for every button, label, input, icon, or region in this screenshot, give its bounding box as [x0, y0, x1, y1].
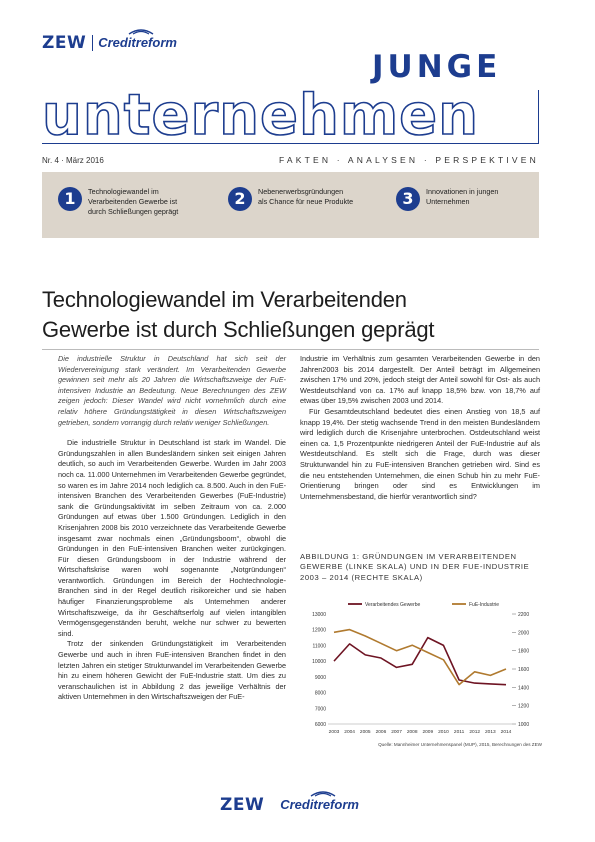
- teaser-number: 1: [58, 187, 82, 211]
- article-lead: Die industrielle Struktur in Deutschland hat sich seit der Wiedervereinigung stark verändert. Im Verarbeitenden Gewerbe gewinnen seit mehr als 20 Jahren die Wirtschaftszweige der FuE-intensiven Industrie an Bedeutung. Neue Berechnungen des ZEW zeigen jedoch: Dieser Wandel wird nicht vornehmlich durch eine relativ höhere Gründungstätigkeit in diesen Wirtschaftszweigen getrieben, sondern vorrangig durch relativ weniger Schließungen.: [58, 354, 286, 427]
- y-right-tick-label: 1400: [518, 685, 530, 692]
- x-tick-label: 2012: [469, 730, 481, 735]
- tagline: FAKTEN · ANALYSEN · PERSPEKTIVEN: [278, 155, 539, 165]
- article-headline: Technologiewandel im Verarbeitenden Gewerbe ist durch Schließungen geprägt: [42, 287, 435, 342]
- y-left-tick-label: 7000: [314, 706, 326, 713]
- article-column-2: [300, 354, 540, 502]
- y-left-tick-label: 10000: [312, 659, 326, 666]
- figure-title: ABBILDUNG 1: GRÜNDUNGEN IM VERARBEITENDEN GEWERBE (LINKE SKALA) UND IN DER FUE-INDUSTRIE 2003 – 2014 (RECHTE SKALA): [300, 552, 530, 582]
- footer-logos: [220, 795, 359, 815]
- x-tick-label: 2005: [359, 730, 371, 735]
- y-right-tick-label: 1200: [518, 703, 530, 710]
- teaser-text: Innovationen in jungen Unternehmen: [426, 187, 499, 206]
- teaser-3[interactable]: [396, 187, 498, 211]
- x-tick-label: 2013: [485, 730, 496, 735]
- legend-label: FuE-Industrie: [469, 602, 500, 608]
- x-tick-label: 2010: [438, 730, 449, 735]
- teaser-box: [42, 172, 539, 238]
- y-left-tick-label: 11000: [312, 643, 326, 650]
- footer-zew-logo: ZEW: [220, 795, 265, 815]
- paragraph: Trotz der sinkenden Gründungstätigkeit im Verarbeitenden Gewerbe und auch in ihren FuE-intensiven Branchen findet in den letzten Jahren ein stetiger Strukturwandel im Verarbeitenden Gewerbe hin zu einem höheren Gewicht der FuE-Industrie statt. Um dies zu veranschaulichen ist in Abbildung 2 das jeweilige Verhältnis der aktiven Unternehmen in den Wirtschaftszweigen der FuE-: [58, 639, 286, 702]
- figure-chart: [300, 594, 542, 740]
- title-junge: JUNGE: [372, 49, 502, 85]
- zew-logo: ZEW: [42, 33, 87, 53]
- y-left-tick-label: 12000: [312, 627, 326, 634]
- header-logos: [42, 33, 177, 53]
- teaser-number: 2: [228, 187, 252, 211]
- series-line-verarbeitendes-gewerbe: [334, 638, 506, 685]
- y-right-tick-label: 1000: [518, 722, 530, 728]
- teaser-text: Technologiewandel im Verarbeitenden Gewerbe ist durch Schließungen geprägt: [88, 187, 179, 216]
- figure-source: Quelle: Mannheimer Unternehmenspanel (MUP), 2015, Berechnungen des ZEW: [378, 742, 542, 747]
- teaser-text: Nebenerwerbsgründungen als Chance für neue Produkte: [258, 187, 354, 206]
- footer-creditreform-logo: Creditreform: [280, 795, 359, 815]
- headline-divider: [42, 349, 539, 350]
- x-tick-label: 2004: [344, 730, 355, 735]
- y-left-tick-label: 6000: [314, 722, 326, 728]
- legend-label: Verarbeitendes Gewerbe: [365, 602, 421, 608]
- article-column-1: [58, 354, 286, 703]
- creditreform-logo: Creditreform: [98, 33, 177, 53]
- logo-divider: [92, 35, 93, 51]
- y-left-tick-label: 9000: [314, 674, 326, 681]
- y-right-tick-label: 2200: [518, 612, 530, 618]
- teaser-1[interactable]: [58, 187, 178, 217]
- x-tick-label: 2011: [453, 730, 465, 735]
- paragraph: Für Gesamtdeutschland bedeutet dies einen Anstieg von 18,5 auf knapp 19,4%. Der stetig wachsende Trend in den meisten Bundesländern wird lediglich durch die Krisenjahre unterbrochen. Ostdeutschland weist einen ca. 1,5 Prozentpunkte niedrigeren Anteil der FuE-Industrie auf als Westdeutschland. Es stellt sich die Frage, durch was dieser Strukturwandel hin zu FuE-intensiven Branchen getrieben wird. Sind es die neu entstehenden Unternehmen, die einen Schub hin zu mehr FuE-Orientierung bringen oder sind es Entwicklungen im Unternehmensbestand, die hierfür verantwortlich sind?: [300, 406, 540, 501]
- teaser-2[interactable]: [228, 187, 353, 211]
- y-left-tick-label: 8000: [314, 690, 326, 697]
- x-tick-label: 2008: [406, 730, 418, 735]
- y-right-tick-label: 2000: [518, 630, 530, 637]
- series-line-fue-industrie: [334, 630, 506, 685]
- x-tick-label: 2014: [500, 730, 512, 735]
- paragraph: Industrie im Verhältnis zum gesamten Verarbeitenden Gewerbe in den Jahren2003 bis 2014 dargestellt. Der Anteil beträgt im Allgemeinen zwischen 17% und 20%, jedoch steigt der Anteil sowohl für Ost- als auch Westdeutschland von ca. 17% auf knapp 18,5% bzw. von 18,7% auf etwas über 19,5% zwischen 2003 und 2014.: [300, 354, 540, 406]
- teaser-number: 3: [396, 187, 420, 211]
- title-unternehmen: unternehmen: [42, 83, 480, 148]
- x-tick-label: 2006: [375, 730, 387, 735]
- paragraph: Die industrielle Struktur in Deutschland ist stark im Wandel. Die Gründungszahlen in allen Bundesländern sinken seit einigen Jahren deutlich, so auch im Verarbeitenden Gewerbe. Wurden im Jahr 2003 noch ca. 11.000 Unternehmen im Verarbeitenden Gewerbe gegründet, so waren es im Jahre 2014 noch lediglich ca. 8.500. Auch in den FuE-intensiven Branchen des Verarbeitenden Gewerbes (FuE-Industrie) sank die Gründungsaktivität im selben Zeitraum von ca. 2.000 Gründungen auf etwas über 1.500 Gründungen. Lediglich in den Krisenjahren 2008 bis 2010 verzeichnete das Verarbeitende Gewerbe insgesamt zwar nochmals einen „Gründungsboom“, obwohl die Gründungen in den FuE-intensiven Branchen weiter zurückgingen. Für diesen Gründungsboom in der Industrie während der Wirtschaftskrise waren wohl sogenannte „Notgründungen“ verantwortlich. Gründungen im Bereich der Hochtechnologie-Branchen sind in der Regel deutlich risikoreicher und sie haben häufiger Finanzierungsprobleme als Unternehmen anderer Wirtschaftszweige, da ihr Geschäftserfolg auf vielen intangiblen Vermögensgegenständen beruht, welche nur schwer zu bewerten sind.: [58, 438, 286, 638]
- x-tick-label: 2009: [422, 730, 434, 735]
- y-left-tick-label: 13000: [312, 612, 326, 618]
- x-tick-label: 2003: [328, 730, 340, 735]
- issue-number: Nr. 4 · März 2016: [42, 156, 104, 165]
- y-right-tick-label: 1800: [518, 648, 530, 655]
- y-right-tick-label: 1600: [518, 667, 530, 673]
- creditreform-emblem-icon: [128, 27, 154, 35]
- creditreform-emblem-icon: [310, 789, 336, 797]
- x-tick-label: 2007: [391, 730, 402, 735]
